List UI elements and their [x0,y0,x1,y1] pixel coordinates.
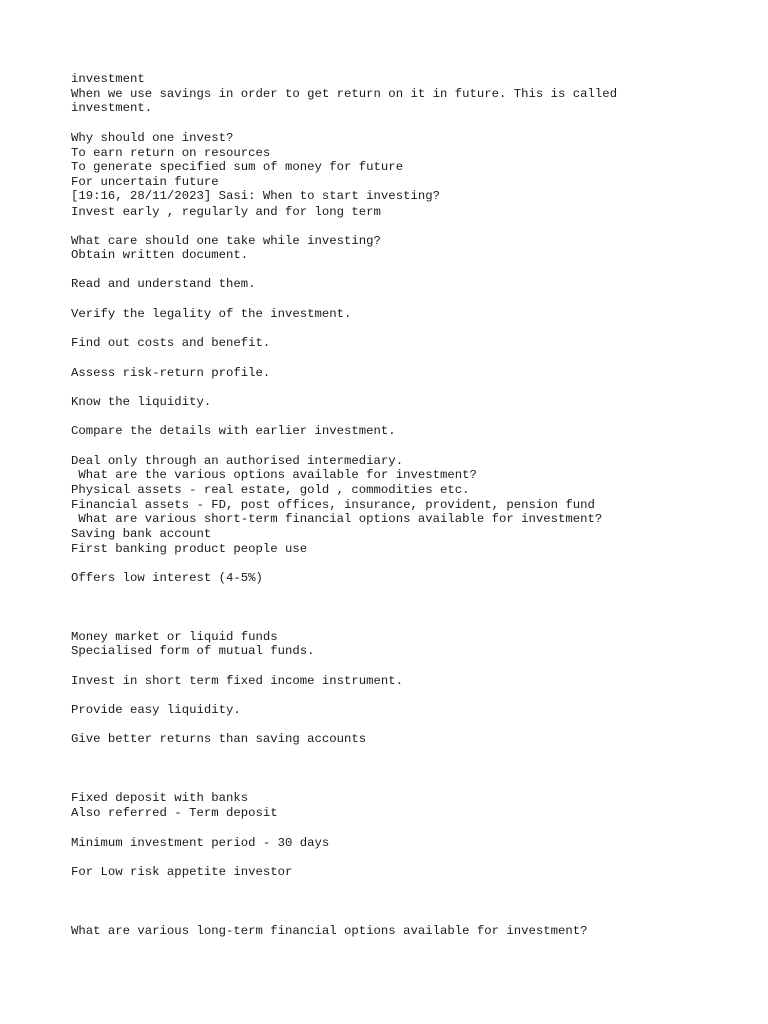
text-line: Minimum investment period - 30 days [71,836,330,850]
text-line: For uncertain future [71,175,219,189]
text-line: When we use savings in order to get return on it in future. This is called [71,87,618,101]
text-line: Invest in short term fixed income instrument. [71,674,404,688]
text-line: What are various short-term financial options available for investment? [71,512,603,526]
text-line: Saving bank account [71,527,212,541]
text-line: To generate specified sum of money for future [71,160,404,174]
text-line: Obtain written document. [71,248,249,262]
text-line: Why should one invest? [71,131,234,145]
text-line: Compare the details with earlier investment. [71,424,396,438]
text-line: Invest early , regularly and for long term [71,205,381,219]
text-line: Know the liquidity. [71,395,212,409]
text-line: Verify the legality of the investment. [71,307,352,321]
text-line: investment. [71,101,153,115]
text-line: Give better returns than saving accounts [71,732,367,746]
text-line: Read and understand them. [71,277,256,291]
text-line: What care should one take while investing? [71,234,381,248]
text-line: Specialised form of mutual funds. [71,644,315,658]
text-line: First banking product people use [71,542,308,556]
text-line: investment [71,72,145,86]
text-line: Provide easy liquidity. [71,703,241,717]
text-line: For Low risk appetite investor [71,865,293,879]
text-line: To earn return on resources [71,146,271,160]
text-line: Fixed deposit with banks [71,791,249,805]
text-line: Physical assets - real estate, gold , commodities etc. [71,483,470,497]
text-line: Assess risk-return profile. [71,366,271,380]
text-line: [19:16, 28/11/2023] Sasi: When to start investing? [71,189,440,203]
text-line: Deal only through an authorised intermediary. [71,454,404,468]
text-line: Financial assets - FD, post offices, insurance, provident, pension fund [71,498,595,512]
text-line: Offers low interest (4-5%) [71,571,263,585]
text-line: What are the various options available for investment? [71,468,477,482]
text-line: Also referred - Term deposit [71,806,278,820]
text-line: Money market or liquid funds [71,630,278,644]
text-line: Find out costs and benefit. [71,336,271,350]
text-line: What are various long-term financial options available for investment? [71,924,588,938]
